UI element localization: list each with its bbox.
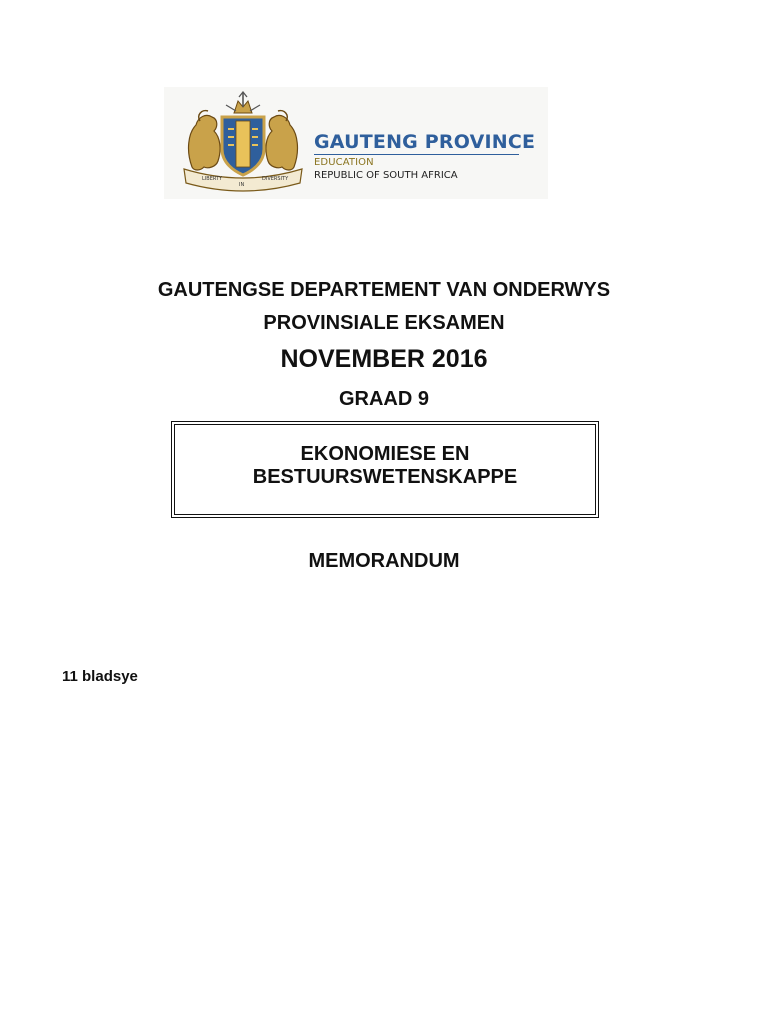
page-count: 11 bladsye [62, 668, 138, 685]
grade-heading: GRAAD 9 [338, 388, 429, 410]
subject-box [171, 421, 599, 518]
coat-of-arms-icon [178, 91, 308, 195]
subject-title [175, 443, 595, 489]
exam-month-heading: NOVEMBER 2016 [280, 345, 488, 373]
logo-education: EDUCATION [314, 157, 374, 168]
logo-divider [314, 154, 519, 155]
crest-ribbon-word: DIVERSITY [262, 176, 289, 182]
logo-text [314, 131, 535, 182]
logo-title: GAUTENG PROVINCE [314, 131, 536, 153]
subject-line: BESTUURSWETENSKAPPE [252, 466, 518, 488]
department-heading: GAUTENGSE DEPARTEMENT VAN ONDERWYS [157, 279, 611, 301]
crest-ribbon-word: IN [239, 182, 245, 188]
logo-republic: REPUBLIC OF SOUTH AFRICA [314, 170, 458, 181]
gauteng-logo [164, 87, 548, 199]
document-type-heading: MEMORANDUM [308, 550, 460, 572]
crest-ribbon-word: LIBERTY [202, 176, 223, 182]
exam-heading: PROVINSIALE EKSAMEN [263, 312, 505, 334]
subject-line: EKONOMIESE EN [300, 443, 470, 465]
